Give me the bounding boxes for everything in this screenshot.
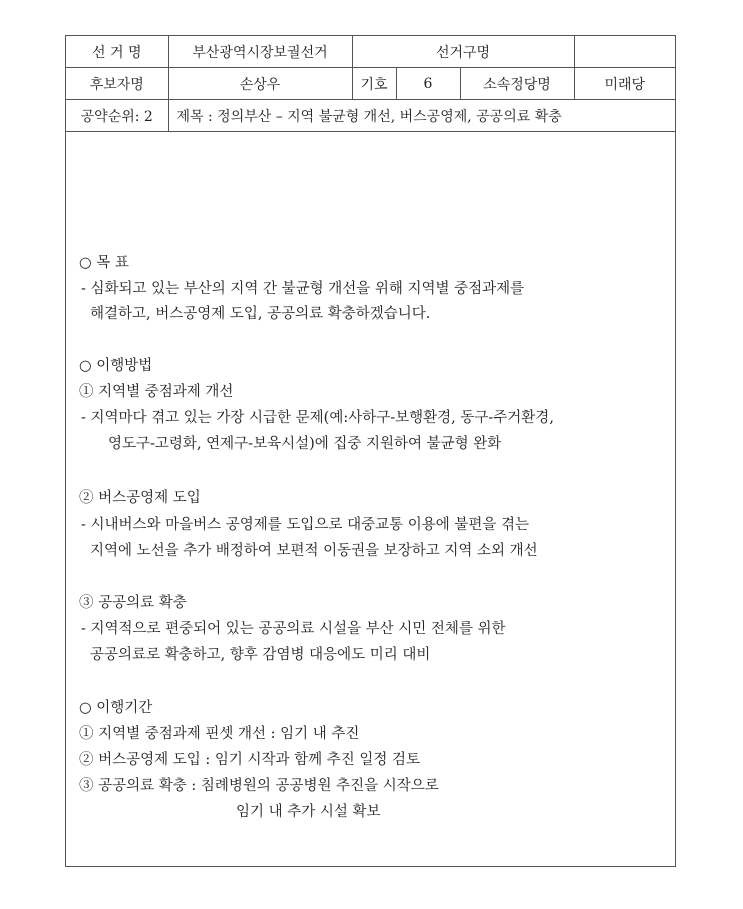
label-district: 선거구명: [352, 36, 574, 68]
label-election-name: 선 거 명: [66, 36, 168, 68]
period-heading: ○ 이행기간: [79, 700, 153, 716]
header-row-candidate: [66, 68, 675, 100]
header-row-title: [66, 100, 675, 132]
method-1-text-line: - 지역마다 겪고 있는 가장 시급한 문제(예:사하구-보행환경, 동구-주거환경,: [81, 410, 554, 426]
pledge-title: 제목 : 정의부산 – 지역 불균형 개선, 버스공영제, 공공의료 확충: [168, 100, 675, 132]
candidate-name: 손상우: [168, 68, 352, 100]
method-2-title: ② 버스공영제 도입: [79, 490, 201, 506]
pledge-rank: 공약순위: 2: [66, 100, 168, 132]
method-3-text-line: - 지역적으로 편중되어 있는 공공의료 시설을 부산 시민 전체를 위한: [81, 621, 506, 637]
method-heading: ○ 이행방법: [79, 358, 153, 374]
goal-text-line: 해결하고, 버스공영제 도입, 공공의료 확충하겠습니다.: [90, 306, 431, 322]
pledge-form: [65, 35, 676, 867]
method-2-text-line: 지역에 노선을 추가 배정하여 보편적 이동권을 보장하고 지역 소외 개선: [90, 543, 538, 559]
goal-text-line: - 심화되고 있는 부산의 지역 간 불균형 개선을 위해 지역별 중점과제를: [81, 281, 525, 297]
method-3-title: ③ 공공의료 확충: [79, 595, 187, 611]
period-item-continuation: 임기 내 추가 시설 확보: [236, 804, 381, 820]
method-3-text-line: 공공의료로 확충하고, 향후 감염병 대응에도 미리 대비: [90, 647, 431, 663]
district-value: [574, 36, 675, 68]
period-item: ① 지역별 중점과제 핀셋 개선 : 임기 내 추진: [79, 726, 360, 742]
period-item: ③ 공공의료 확충 : 침례병원의 공공병원 추진을 시작으로: [79, 778, 439, 794]
label-party: 소속정당명: [460, 68, 574, 100]
party-name: 미래당: [574, 68, 675, 100]
label-candidate: 후보자명: [66, 68, 168, 100]
header-row-election: [66, 36, 675, 68]
period-item: ② 버스공영제 도입 : 임기 시작과 함께 추진 일정 검토: [79, 752, 421, 768]
goal-heading: ○ 목 표: [79, 255, 129, 271]
election-name: 부산광역시장보궐선거: [168, 36, 352, 68]
candidate-number: 6: [396, 68, 460, 100]
method-1-title: ① 지역별 중점과제 개선: [79, 384, 234, 400]
method-1-text-line: 영도구-고령화, 연제구-보육시설)에 집중 지원하여 불균형 완화: [108, 436, 502, 452]
method-2-text-line: - 시내버스와 마을버스 공영제를 도입으로 대중교통 이용에 불편을 겪는: [81, 517, 529, 533]
header-table: [66, 36, 675, 132]
label-number: 기호: [352, 68, 396, 100]
